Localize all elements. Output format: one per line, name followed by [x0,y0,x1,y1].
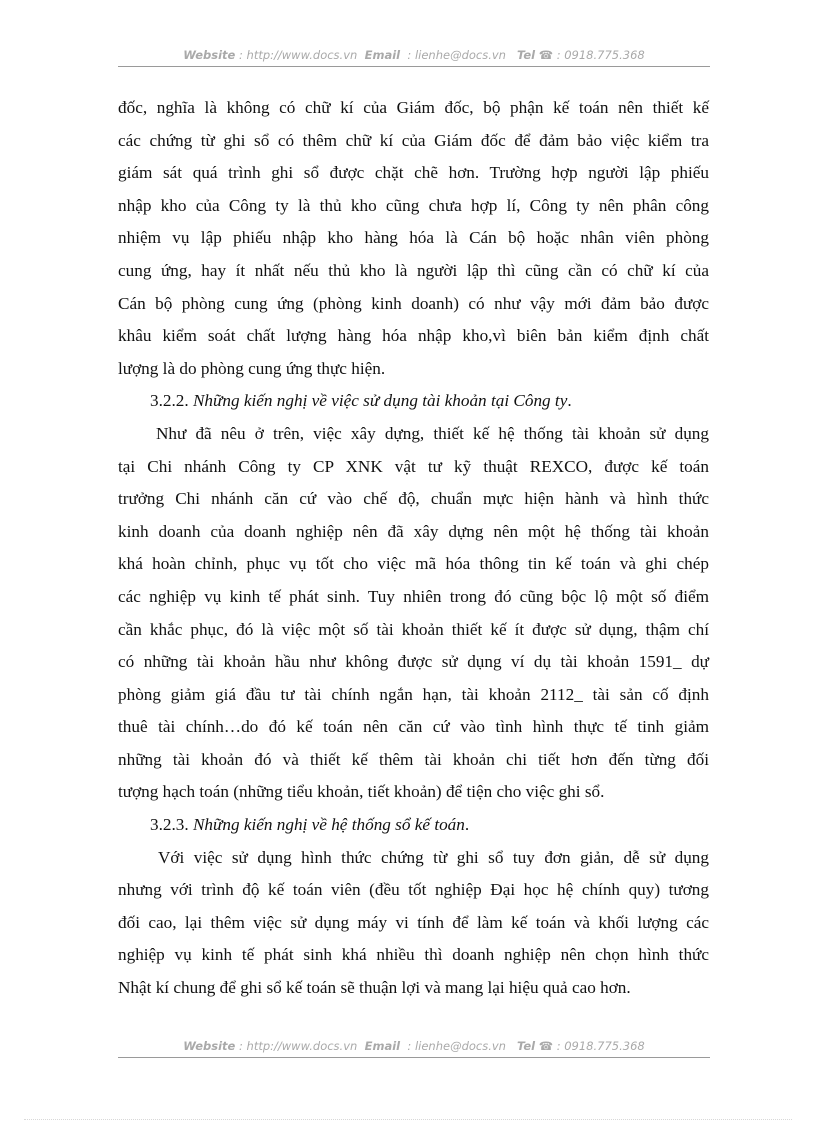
text-line: Cán bộ phòng cung ứng (phòng kinh doanh) có như vậy mới đảm bảo được [118,293,709,313]
section-title: Những kiến nghị về hệ thống sổ kế toán [192,815,465,835]
footer-rule [118,1057,710,1058]
text-line: Như đã nêu ở trên, việc xây dựng, thiết kế hệ thống tài khoản sử dụng [156,423,709,443]
text-line: Nhật kí chung để ghi sổ kế toán sẽ thuận lợi và mang lại hiệu quả cao hơn. [118,978,631,998]
text-line: giám sát quá trình ghi sổ được chặt chẽ hơn. Trường hợp người lập phiếu [118,163,709,183]
footer-email-link[interactable]: lienhe@docs.vn [414,1039,506,1053]
text-line: nhiệm vụ lập phiếu nhập kho hàng hóa là Cán bộ hoặc nhân viên phòng [118,228,709,248]
header-rule [118,66,710,67]
footer-tel-label: Tel [516,1039,536,1053]
text-line: phòng giảm giá đầu tư tài chính ngắn hạn, tài khoản 2112_ tài sản cố định [118,684,709,704]
header-email-label: Email [364,48,401,62]
text-line: thuê tài chính…do đó kế toán nên căn cứ vào tình hình thực tế tinh giảm [118,717,709,737]
text-line: có những tài khoản hầu như không được sử dụng ví dụ tài khoản 1591_ dự [118,652,709,672]
document-body [118,92,709,1005]
header-contact-line: Website : http://www.docs.vn Email : lienhe@docs.vn Tel ☎ : 0918.775.368 [183,48,645,62]
footer-contact-line: Website : http://www.docs.vn Email : lienhe@docs.vn Tel ☎ : 0918.775.368 [183,1039,645,1053]
text-line: trưởng Chi nhánh căn cứ vào chế độ, chuẩn mực hiện hành và hình thức [118,489,709,509]
section-heading-3-2-3: 3.2.3. Những kiến nghị về hệ thống sổ kế toán. [150,815,470,835]
text-line: khá hoàn chỉnh, phục vụ tốt cho việc mã hóa thông tin kế toán và ghi chép [118,554,709,574]
footer-website-link[interactable]: http://www.docs.vn [246,1039,358,1053]
text-line: những tài khoản đó và thiết kế thêm tài khoản chi tiết hơn đến từng đối [118,749,709,769]
text-line: nhưng với trình độ kế toán viên (đều tốt nghiệp Đại học hệ chính quy) tương [118,880,709,900]
header-tel-value: 0918.775.368 [564,48,645,62]
header-email-link[interactable]: lienhe@docs.vn [414,48,506,62]
text-line: cần khắc phục, đó là việc một số tài khoản thiết kế ít được sử dụng, thậm chí [118,619,709,639]
section-number: 3.2.2. [150,391,189,411]
text-line: tượng hạch toán (những tiểu khoản, tiết khoản) để tiện cho việc ghi sổ. [118,782,605,802]
header-website-link[interactable]: http://www.docs.vn [246,48,358,62]
page-footer [118,1039,710,1058]
footer-tel-value: 0918.775.368 [564,1039,645,1053]
page-header [118,48,710,67]
text-line: lượng là do phòng cung ứng thực hiện. [118,358,386,378]
text-line: nghiệp vụ kinh tế phát sinh khá nhiều thì doanh nghiệp nên chọn hình thức [118,945,709,965]
text-line: kinh doanh của doanh nghiệp nên đã xây dựng nên một hệ thống tài khoản [118,521,709,541]
footer-email-label: Email [364,1039,401,1053]
section-heading-3-2-2: 3.2.2. Những kiến nghị về việc sử dụng tài khoản tại Công ty. [150,391,572,411]
text-line: các chứng từ ghi sổ có thêm chữ kí của Giám đốc để đảm bảo việc kiểm tra [118,130,709,150]
footer-website-label: Website [183,1039,236,1053]
paragraph-1 [118,92,709,385]
header-tel-label: Tel [516,48,536,62]
text-line: đối cao, lại thêm việc sử dụng máy vi tính để làm kế toán và khối lượng các [118,912,709,932]
text-line: nhập kho của Công ty là thủ kho cũng chưa hợp lí, Công ty nên phân công [118,195,709,215]
text-line: cung ứng, hay ít nhất nếu thủ kho là người lập thì cũng cần có chữ kí của [118,260,709,280]
section-number: 3.2.3. [150,815,189,835]
phone-icon: ☎ [538,48,554,62]
text-line: khâu kiểm soát chất lượng hàng hóa nhập kho,vì biên bản kiểm định chất [118,326,709,346]
text-line: các nghiệp vụ kinh tế phát sinh. Tuy nhiên trong đó cũng bộc lộ một số điểm [118,586,709,606]
header-website-label: Website [183,48,236,62]
paragraph-2 [118,418,709,809]
text-line: tại Chi nhánh Công ty CP XNK vật tư kỹ thuật REXCO, được kế toán [118,456,709,476]
paragraph-3 [118,842,709,1005]
text-line: Với việc sử dụng hình thức chứng từ ghi sổ tuy đơn giản, dễ sử dụng [158,847,709,867]
phone-icon: ☎ [538,1039,554,1053]
section-title: Những kiến nghị về việc sử dụng tài khoản tại Công ty [192,391,568,411]
text-line: đốc, nghĩa là không có chữ kí của Giám đốc, bộ phận kế toán nên thiết kế [118,98,709,117]
page-bottom-dotted-border [24,1119,792,1120]
